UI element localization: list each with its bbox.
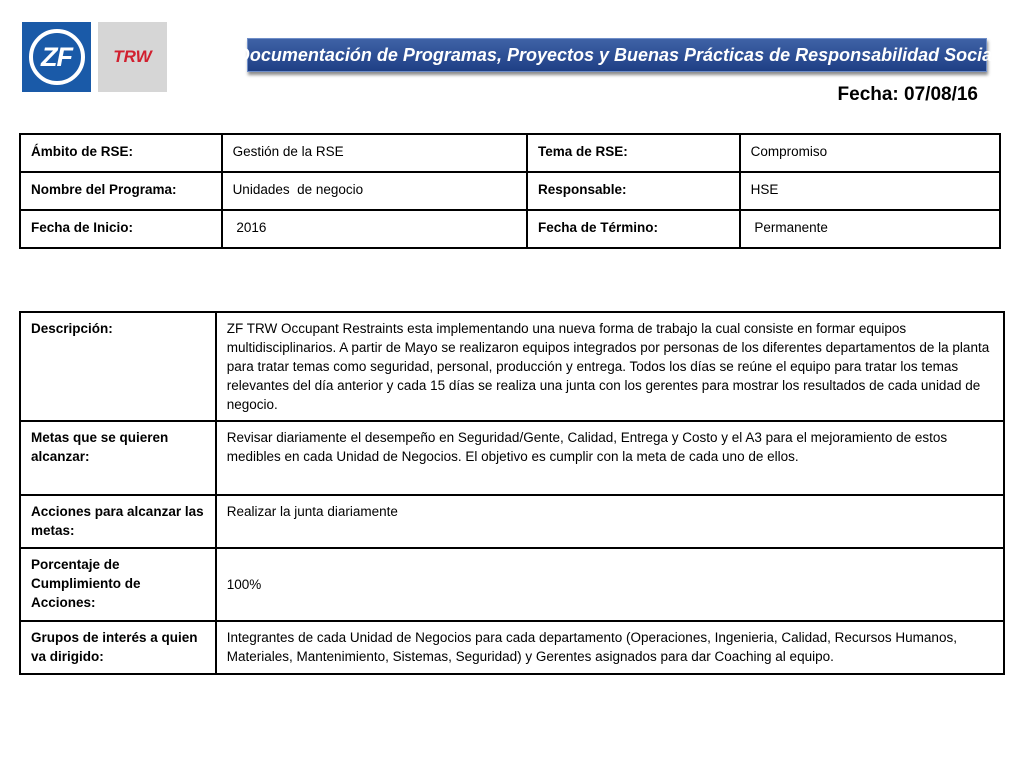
ambito-value: Gestión de la RSE <box>222 134 527 172</box>
grupos-value: Integrantes de cada Unidad de Negocios para cada departamento (Operaciones, Ingenieria, Calidad, Recursos Humanos, Materiales, Mantenimiento, Sistemas, Seguridad) y Gerentes asignados para dar Coaching al equipo. <box>216 621 1004 674</box>
responsable-value: HSE <box>740 172 1000 210</box>
fecha-inicio-label: Fecha de Inicio: <box>20 210 222 248</box>
table-row <box>20 495 1004 548</box>
zf-logo <box>22 22 91 92</box>
programa-label: Nombre del Programa: <box>20 172 222 210</box>
trw-logo-text: TRW <box>113 47 152 66</box>
trw-logo <box>98 22 167 92</box>
descripcion-value: ZF TRW Occupant Restraints esta implementando una nueva forma de trabajo la cual consiste en formar equipos multidisciplinarios. A partir de Mayo se realizaron equipos integrados por personas de los diferentes departamentos de la planta para tratar temas como seguridad, personal, producción y entrega. Todos los días se reúne el equipo para tratar los temas relevantes del día anterior y cada 15 días se realiza una junta con los gerentes para mostrar los resultados de cada unidad de negocio. <box>216 312 1004 421</box>
acciones-value: Realizar la junta diariamente <box>216 495 1004 548</box>
grupos-label: Grupos de interés a quien va dirigido: <box>20 621 216 674</box>
document-date: Fecha: 07/08/16 <box>837 84 978 105</box>
ambito-label: Ámbito de RSE: <box>20 134 222 172</box>
page-title: Documentación de Programas, Proyectos y Buenas Prácticas de Responsabilidad Social <box>236 44 998 65</box>
fecha-inicio-value: 2016 <box>222 210 527 248</box>
table-row <box>20 548 1004 621</box>
porcentaje-label: Porcentaje de Cumplimiento de Acciones: <box>20 548 216 621</box>
table-row <box>20 621 1004 674</box>
program-info-table <box>19 133 1001 249</box>
fecha-termino-label: Fecha de Término: <box>527 210 740 248</box>
descripcion-label: Descripción: <box>20 312 216 421</box>
table-row <box>20 172 1000 210</box>
table-row <box>20 134 1000 172</box>
table-row <box>20 421 1004 495</box>
table-row <box>20 312 1004 421</box>
zf-logo-ring <box>29 29 85 85</box>
program-details-table <box>19 311 1005 675</box>
metas-label: Metas que se quieren alcanzar: <box>20 421 216 495</box>
zf-logo-text: ZF <box>41 41 72 72</box>
tema-value: Compromiso <box>740 134 1000 172</box>
tema-label: Tema de RSE: <box>527 134 740 172</box>
programa-value: Unidades de negocio <box>222 172 527 210</box>
table-row <box>20 210 1000 248</box>
metas-value: Revisar diariamente el desempeño en Seguridad/Gente, Calidad, Entrega y Costo y el A3 para el mejoramiento de estos medibles en cada Unidad de Negocios. El objetivo es cumplir con la meta de cada uno de ellos. <box>216 421 1004 495</box>
acciones-label: Acciones para alcanzar las metas: <box>20 495 216 548</box>
porcentaje-value: 100% <box>216 548 1004 621</box>
title-banner <box>236 38 998 72</box>
responsable-label: Responsable: <box>527 172 740 210</box>
fecha-termino-value: Permanente <box>740 210 1000 248</box>
